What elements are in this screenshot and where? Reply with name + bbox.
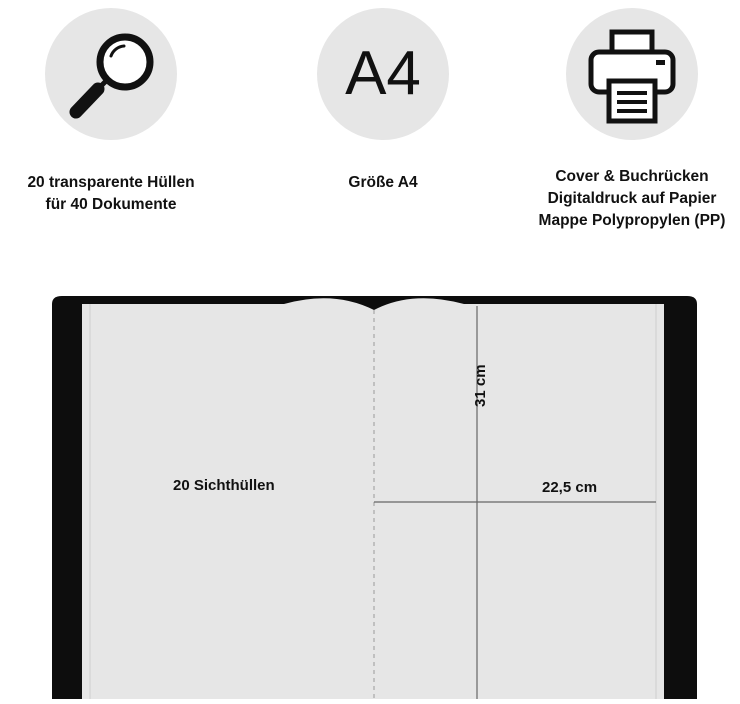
printer-icon <box>566 8 698 140</box>
feature-transparent-sleeves <box>0 8 231 216</box>
caption-line: 20 transparente Hüllen <box>27 174 195 191</box>
sleeves-count-label: 20 Sichthüllen <box>173 477 275 494</box>
feature-print-material <box>512 8 740 232</box>
height-label: 31 cm <box>472 364 489 407</box>
caption-line: Größe A4 <box>348 174 418 191</box>
binder-drawing <box>52 296 697 699</box>
caption-line: Digitaldruck auf Papier <box>547 190 717 207</box>
feature-icon-circle <box>317 8 449 140</box>
width-label: 22,5 cm <box>542 479 598 496</box>
caption-line: Mappe Polypropylen (PP) <box>538 212 726 229</box>
feature-caption <box>0 172 231 216</box>
feature-icon-circle <box>45 8 177 140</box>
magnifier-icon <box>45 8 177 140</box>
caption-line: Cover & Buchrücken <box>555 168 709 185</box>
feature-size-a4 <box>263 8 503 194</box>
caption-line: für 40 Dokumente <box>45 196 177 213</box>
feature-caption <box>263 172 503 194</box>
binder-sleeves <box>82 298 664 699</box>
feature-icon-circle <box>566 8 698 140</box>
feature-caption <box>512 166 740 232</box>
a4-size-icon: A4 <box>345 39 421 108</box>
binder-illustration <box>52 296 697 699</box>
